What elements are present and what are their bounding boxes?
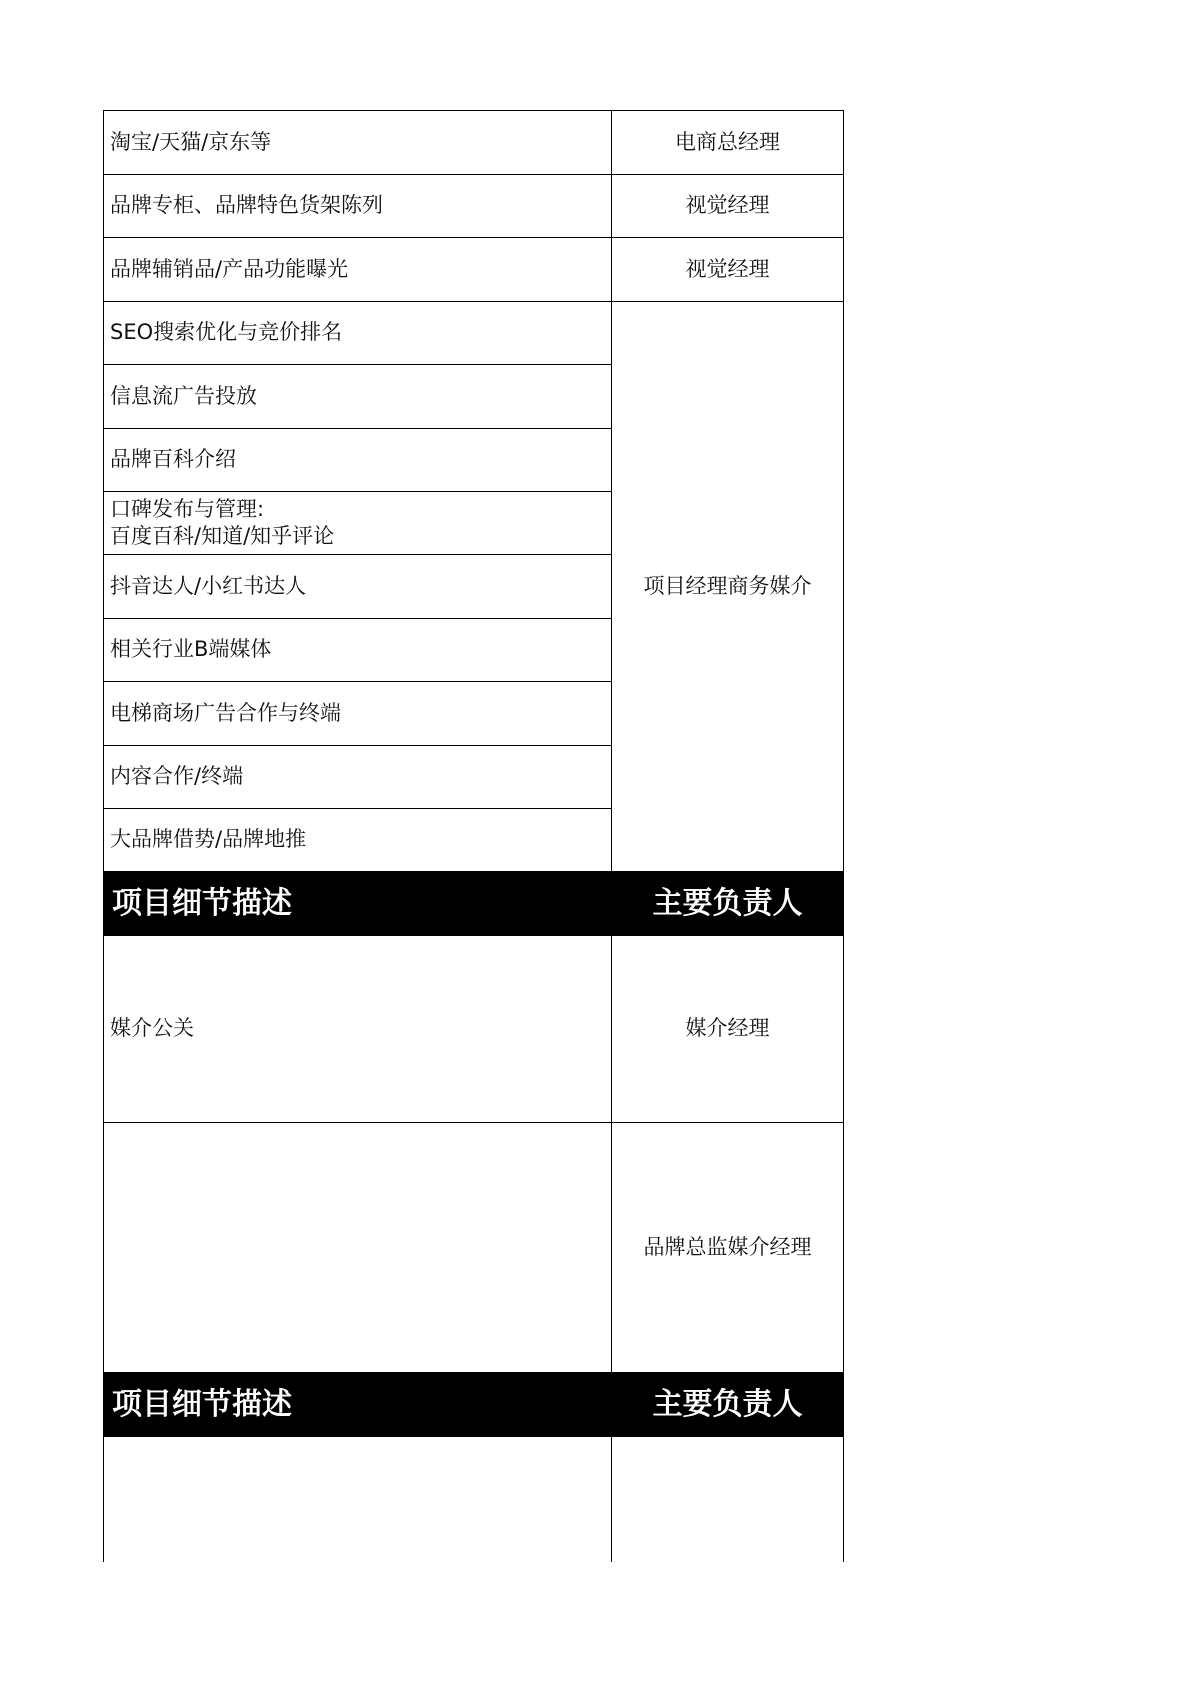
desc-cell: 媒介公关 bbox=[104, 936, 612, 1123]
project-table bbox=[103, 110, 844, 1562]
desc-cell: 品牌辅销品/产品功能曝光 bbox=[104, 238, 612, 302]
owner-cell: 电商总经理 bbox=[612, 111, 844, 175]
desc-cell: 内容合作/终端 bbox=[104, 746, 612, 809]
table-row bbox=[104, 1123, 844, 1373]
table-row bbox=[104, 1437, 844, 1563]
desc-cell: 品牌百科介绍 bbox=[104, 429, 612, 492]
owner-cell bbox=[612, 1437, 844, 1563]
section-header-row bbox=[104, 872, 844, 936]
table-row bbox=[104, 936, 844, 1123]
desc-cell: 电梯商场广告合作与终端 bbox=[104, 682, 612, 746]
table-row bbox=[104, 302, 844, 365]
table-row bbox=[104, 111, 844, 175]
header-owner-label: 主要负责人 bbox=[612, 1373, 844, 1437]
header-desc-label: 项目细节描述 bbox=[104, 1373, 612, 1437]
owner-cell: 视觉经理 bbox=[612, 238, 844, 302]
header-owner-label: 主要负责人 bbox=[612, 872, 844, 936]
owner-cell: 品牌总监媒介经理 bbox=[612, 1123, 844, 1373]
desc-line: 口碑发布与管理: bbox=[110, 496, 265, 521]
desc-cell: 信息流广告投放 bbox=[104, 365, 612, 429]
desc-cell: 淘宝/天猫/京东等 bbox=[104, 111, 612, 175]
desc-line: 百度百科/知道/知乎评论 bbox=[110, 524, 335, 548]
owner-cell: 媒介经理 bbox=[612, 936, 844, 1123]
table-row bbox=[104, 175, 844, 238]
header-desc-label: 项目细节描述 bbox=[104, 872, 612, 936]
owner-cell-merged: 项目经理商务媒介 bbox=[612, 302, 844, 872]
desc-cell: 相关行业B端媒体 bbox=[104, 619, 612, 682]
desc-cell: 品牌专柜、品牌特色货架陈列 bbox=[104, 175, 612, 238]
spreadsheet-page bbox=[103, 110, 843, 1562]
owner-cell: 视觉经理 bbox=[612, 175, 844, 238]
desc-cell: 抖音达人/小红书达人 bbox=[104, 555, 612, 619]
desc-cell: SEO搜索优化与竞价排名 bbox=[104, 302, 612, 365]
desc-cell bbox=[104, 492, 612, 555]
desc-cell bbox=[104, 1437, 612, 1563]
desc-cell bbox=[104, 1123, 612, 1373]
section-header-row bbox=[104, 1373, 844, 1437]
table-row bbox=[104, 238, 844, 302]
desc-cell: 大品牌借势/品牌地推 bbox=[104, 809, 612, 872]
